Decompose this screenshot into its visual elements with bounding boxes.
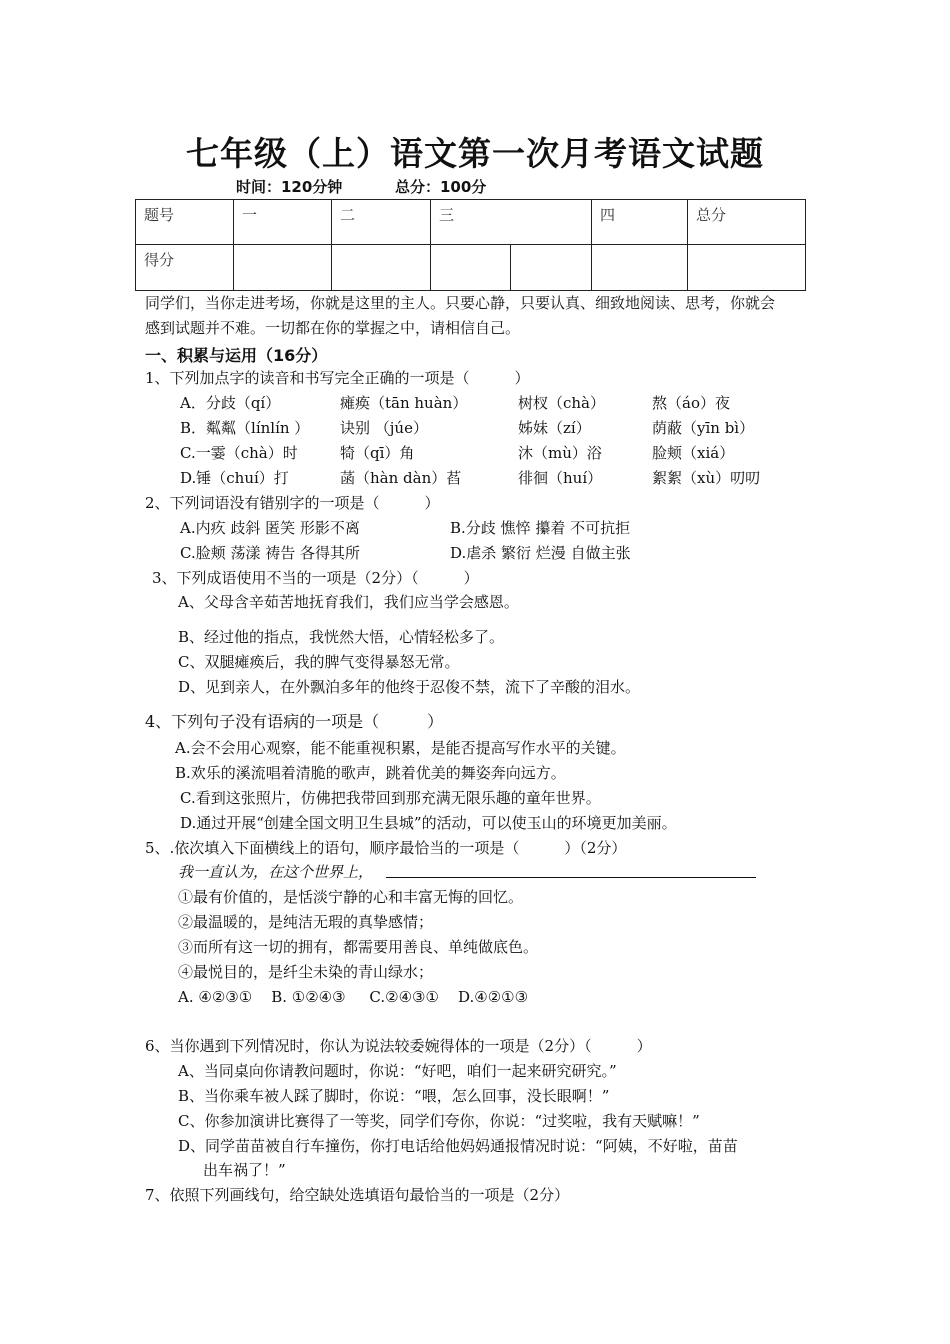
q1-option-cell: 荫蔽（yīn bì） xyxy=(652,419,755,437)
fill-in-blank-line[interactable] xyxy=(386,877,756,878)
q2-option: A.内疚 歧斜 匿笑 形影不离 xyxy=(180,519,360,537)
score-input-cell[interactable] xyxy=(511,245,592,291)
score-header-cell: 二 xyxy=(332,200,431,245)
q6-option-a: A、当同桌向你请教问题时，你说：“好吧，咱们一起来研究研究。” xyxy=(178,1062,617,1080)
question-7-stem: 7、依照下列画线句，给空缺处选填语句最恰当的一项是（2分） xyxy=(145,1186,570,1204)
score-header-cell: 题号 xyxy=(136,200,234,245)
q6-option-d-continued: 出车祸了！” xyxy=(203,1161,286,1179)
q3-option-a: A、父母含辛茹苦地抚育我们，我们应当学会感恩。 xyxy=(178,593,519,611)
q3-option-b: B、经过他的指点，我恍然大悟，心情轻松多了。 xyxy=(178,628,505,646)
q1-option-cell: 脸颊（xiá） xyxy=(652,444,735,462)
section-heading: 一、积累与运用（16分） xyxy=(145,346,328,365)
exam-total-score: 总分：100分 xyxy=(395,178,487,196)
score-table xyxy=(135,199,806,291)
q6-option-b: B、当你乘车被人踩了脚时，你说：“喂，怎么回事，没长眼啊！” xyxy=(178,1087,610,1105)
q1-option-cell: 诀别 （júe） xyxy=(340,419,428,437)
score-header-cell: 一 xyxy=(234,200,332,245)
q1-option-cell: B．粼粼（línlín ） xyxy=(180,419,310,437)
question-2-stem: 2、下列词语没有错别字的一项是（ ） xyxy=(145,494,440,512)
q5-answer-choices: A. ④②③① B. ①②④③ C.②④③① D.④②①③ xyxy=(178,988,529,1006)
q3-option-c: C、双腿瘫痪后，我的脾气变得暴怒无常。 xyxy=(178,653,460,671)
q1-option-cell: 犄（qī）角 xyxy=(340,444,415,462)
score-input-cell[interactable] xyxy=(592,245,688,291)
score-header-cell: 四 xyxy=(592,200,688,245)
q5-item: ③而所有这一切的拥有，都需要用善良、单纯做底色。 xyxy=(178,938,539,956)
q2-option: D.虐杀 繁衍 烂漫 自做主张 xyxy=(450,544,631,562)
score-input-cell[interactable] xyxy=(688,245,806,291)
intro-line: 同学们，当你走进考场，你就是这里的主人。只要心静，只要认真、细致地阅读、思考，你就会 xyxy=(145,294,776,312)
q1-option-cell: D.锤（chuí）打 xyxy=(180,469,289,487)
q3-option-d: D、见到亲人，在外飘泊多年的他终于忍俊不禁，流下了辛酸的泪水。 xyxy=(178,678,641,696)
question-6-stem: 6、当你遇到下列情况时，你认为说法较委婉得体的一项是（2分）（ ） xyxy=(145,1037,652,1055)
question-3-stem: 3、下列成语使用不当的一项是（2分）（ ） xyxy=(152,569,479,587)
q5-item: ②最温暖的，是纯洁无瑕的真挚感情； xyxy=(178,913,434,931)
q1-option-cell: 徘徊（huí） xyxy=(518,469,603,487)
q5-lead-text: 我一直认为，在这个世界上， xyxy=(178,863,374,881)
score-input-cell[interactable] xyxy=(332,245,431,291)
question-5-stem: 5、.依次填入下面横线上的语句，顺序最恰当的一项是（ ）（2分） xyxy=(145,839,627,857)
score-header-cell: 三 xyxy=(431,200,592,245)
q5-item: ④最悦目的，是纤尘未染的青山绿水； xyxy=(178,963,434,981)
question-4-stem: 4、下列句子没有语病的一项是（ ） xyxy=(145,712,444,731)
score-row-label: 得分 xyxy=(136,245,234,291)
score-input-cell[interactable] xyxy=(234,245,332,291)
intro-line: 感到试题并不难。一切都在你的掌握之中，请相信自己。 xyxy=(145,319,521,337)
q2-option: B.分歧 憔悴 攥着 不可抗拒 xyxy=(450,519,631,537)
q6-option-d: D、同学苗苗被自行车撞伤，你打电话给他妈妈通报情况时说：“阿姨，不好啦，苗苗 xyxy=(178,1137,738,1155)
score-header-cell: 总分 xyxy=(688,200,806,245)
q1-option-cell: 沐（mù）浴 xyxy=(518,444,602,462)
q1-option-cell: 熬（áo）夜 xyxy=(652,394,730,412)
q4-option-b: B.欢乐的溪流唱着清脆的歌声，跳着优美的舞姿奔向远方。 xyxy=(175,764,566,782)
q4-option-a: A.会不会用心观察，能不能重视积累，是能否提高写作水平的关键。 xyxy=(175,739,626,757)
score-input-cell[interactable] xyxy=(431,245,511,291)
q1-option-cell: 瘫痪（tān huàn） xyxy=(340,394,468,412)
question-1-stem: 1、下列加点字的读音和书写完全正确的一项是（ ） xyxy=(145,369,530,387)
exam-time: 时间：120分钟 xyxy=(236,178,343,196)
q1-option-cell: C.一霎（chà）时 xyxy=(180,444,298,462)
q6-option-c: C、你参加演讲比赛得了一等奖，同学们夸你，你说：“过奖啦，我有天赋嘛！” xyxy=(178,1112,700,1130)
q4-option-c: C.看到这张照片，仿佛把我带回到那充满无限乐趣的童年世界。 xyxy=(180,789,601,807)
q1-option-cell: 絮絮（xù）叨叨 xyxy=(652,469,761,487)
q1-option-cell: 姊妹（zí） xyxy=(518,419,591,437)
q5-item: ①最有价值的，是恬淡宁静的心和丰富无悔的回忆。 xyxy=(178,888,524,906)
q1-option-cell: 树杈（chà） xyxy=(518,394,606,412)
page-title: 七年级（上）语文第一次月考语文试题 xyxy=(186,134,764,173)
q1-option-cell: A．分歧（qí） xyxy=(180,394,281,412)
q1-option-cell: 菡（hàn dàn）萏 xyxy=(340,469,462,487)
q4-option-d: D.通过开展“创建全国文明卫生县城”的活动，可以使玉山的环境更加美丽。 xyxy=(180,814,677,832)
q2-option: C.脸颊 荡漾 祷告 各得其所 xyxy=(180,544,361,562)
